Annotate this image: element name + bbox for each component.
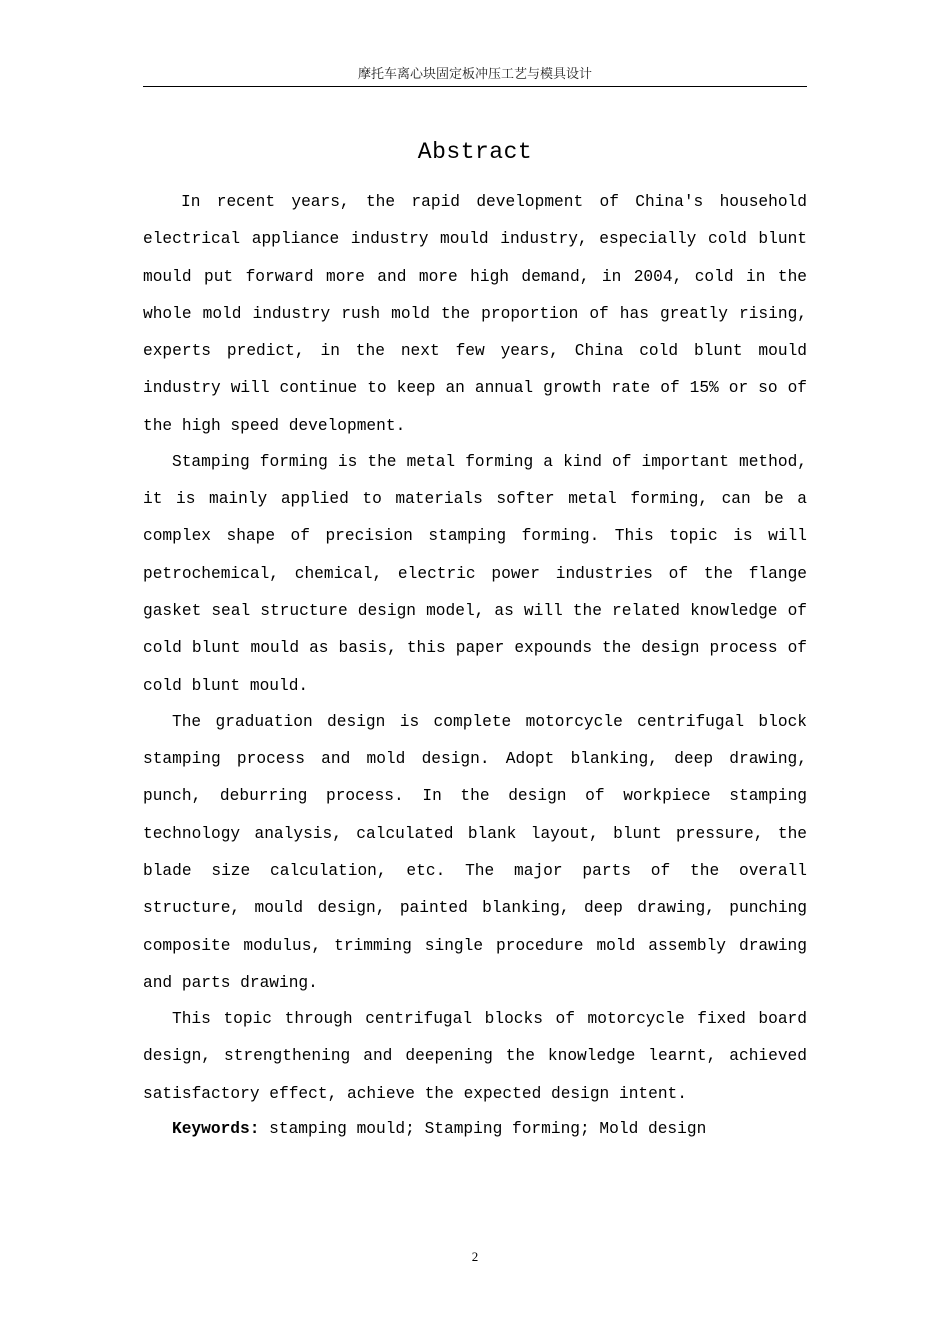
abstract-title: Abstract	[417, 139, 533, 165]
abstract-paragraph-4: This topic through centrifugal blocks of motorcycle fixed board design, strengthening and deepening the knowledge learnt, achieved satisfactory effect, achieve the expected design intent.	[143, 1009, 807, 1103]
abstract-paragraph-1: In recent years, the rapid development of China's household electrical appliance industry mould industry, especially cold blunt mould put forward more and more high demand, in 2004, cold in the whole mold industry rush mold the proportion of has greatly rising, experts predict, in the next few years, China cold blunt mould industry will continue to keep an annual growth rate of 15% or so of the high speed development.	[143, 193, 807, 435]
running-header: 摩托车离心块固定板冲压工艺与模具设计	[357, 67, 592, 82]
keywords-line	[143, 1112, 807, 1147]
abstract-paragraph-2: Stamping forming is the metal forming a kind of important method, it is mainly applied to materials softer metal forming, can be a complex shape of precision stamping forming. This topic is will petrochemical, chemical, electric power industries of the flange gasket seal structure design model, as will the related knowledge of cold blunt mould as basis, this paper expounds the design process of cold blunt mould.	[143, 452, 807, 695]
keywords-text: stamping mould; Stamping forming; Mold design	[259, 1119, 707, 1138]
abstract-body	[143, 184, 807, 1147]
header-rule	[143, 86, 807, 87]
page-number: 2	[471, 1249, 479, 1264]
abstract-paragraph-3: The graduation design is complete motorcycle centrifugal block stamping process and mold design. Adopt blanking, deep drawing, punch, deburring process. In the design of workpiece stamping technology analysis, calculated blank layout, blunt pressure, the blade size calculation, etc. The major parts of the overall structure, mould design, painted blanking, deep drawing, punching composite modulus, trimming single procedure mold assembly drawing and parts drawing.	[143, 712, 807, 992]
keywords-label: Keywords:	[172, 1119, 260, 1138]
